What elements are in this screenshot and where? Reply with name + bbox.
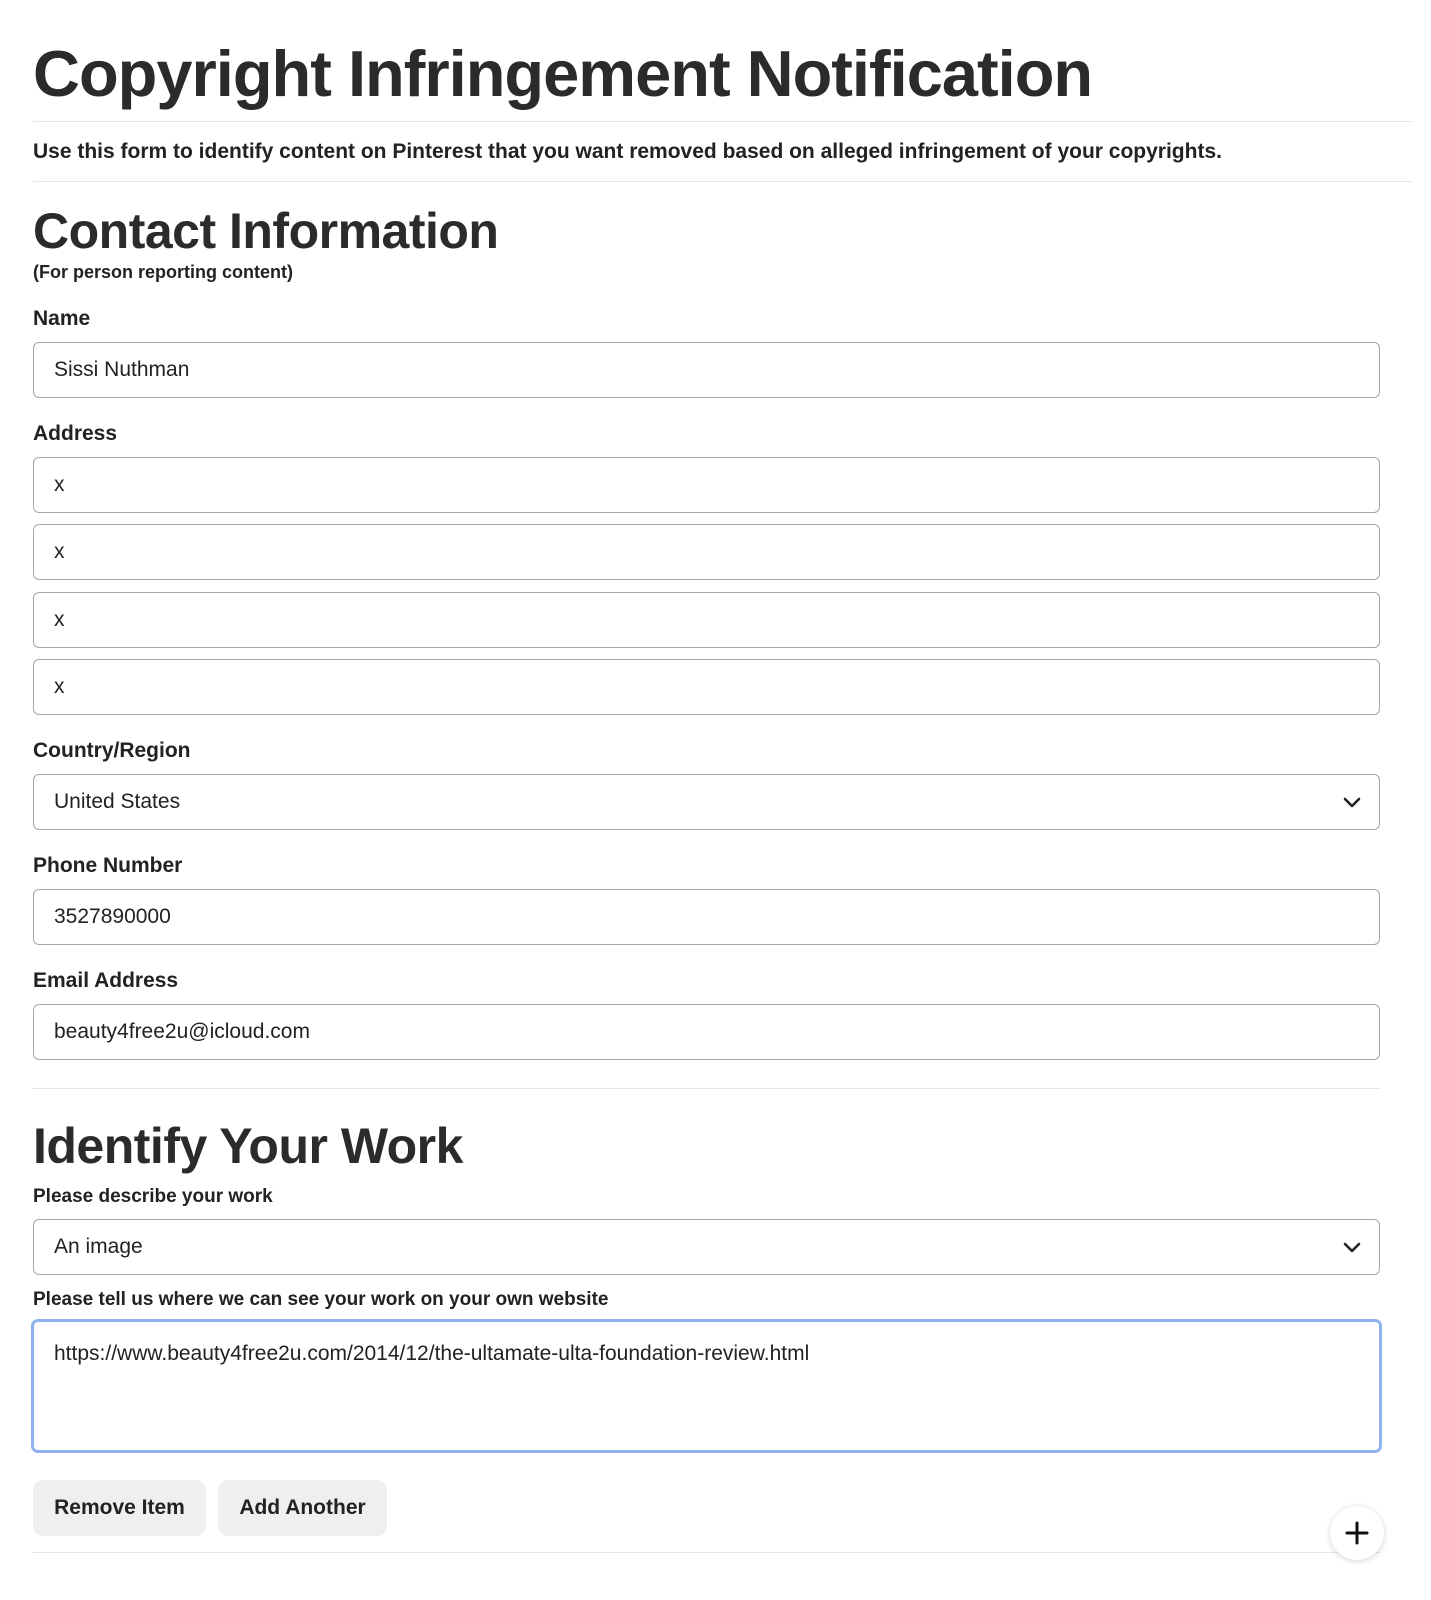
describe-work-select-value: An image — [33, 1219, 1380, 1275]
address-line-3-input[interactable] — [33, 592, 1380, 648]
contact-section-title: Contact Information — [33, 203, 499, 259]
address-line-4-input[interactable] — [33, 659, 1380, 715]
address-label: Address — [33, 422, 118, 445]
phone-label: Phone Number — [33, 854, 183, 877]
describe-work-select[interactable] — [33, 1219, 1380, 1275]
address-line-2-input[interactable] — [33, 524, 1380, 580]
page-title: Copyright Infringement Notification — [33, 37, 1093, 110]
intro-text: Use this form to identify content on Pinterest that you want removed based on alleged infringement of your copyrights. — [33, 140, 1222, 163]
contact-section-subtitle: (For person reporting content) — [33, 262, 293, 282]
plus-icon — [1344, 1520, 1370, 1546]
country-select-value: United States — [33, 774, 1380, 830]
name-label: Name — [33, 307, 91, 330]
country-label: Country/Region — [33, 739, 191, 762]
contact-divider — [33, 1088, 1380, 1089]
country-select[interactable] — [33, 774, 1380, 830]
phone-input[interactable] — [33, 889, 1380, 945]
describe-work-label: Please describe your work — [33, 1186, 273, 1207]
add-fab-button[interactable] — [1330, 1506, 1384, 1560]
email-label: Email Address — [33, 969, 179, 992]
address-line-1-input[interactable] — [33, 457, 1380, 513]
email-input[interactable] — [33, 1004, 1380, 1060]
add-another-button[interactable]: Add Another — [218, 1480, 387, 1536]
remove-item-button[interactable]: Remove Item — [33, 1480, 206, 1536]
website-url-textarea[interactable] — [31, 1319, 1382, 1453]
bottom-divider — [33, 1552, 1380, 1553]
intro-divider — [33, 181, 1412, 182]
chevron-down-icon — [1342, 792, 1362, 812]
chevron-down-icon — [1342, 1237, 1362, 1257]
name-input[interactable] — [33, 342, 1380, 398]
website-label: Please tell us where we can see your work on your own website — [33, 1289, 609, 1310]
work-section-title: Identify Your Work — [33, 1118, 463, 1174]
